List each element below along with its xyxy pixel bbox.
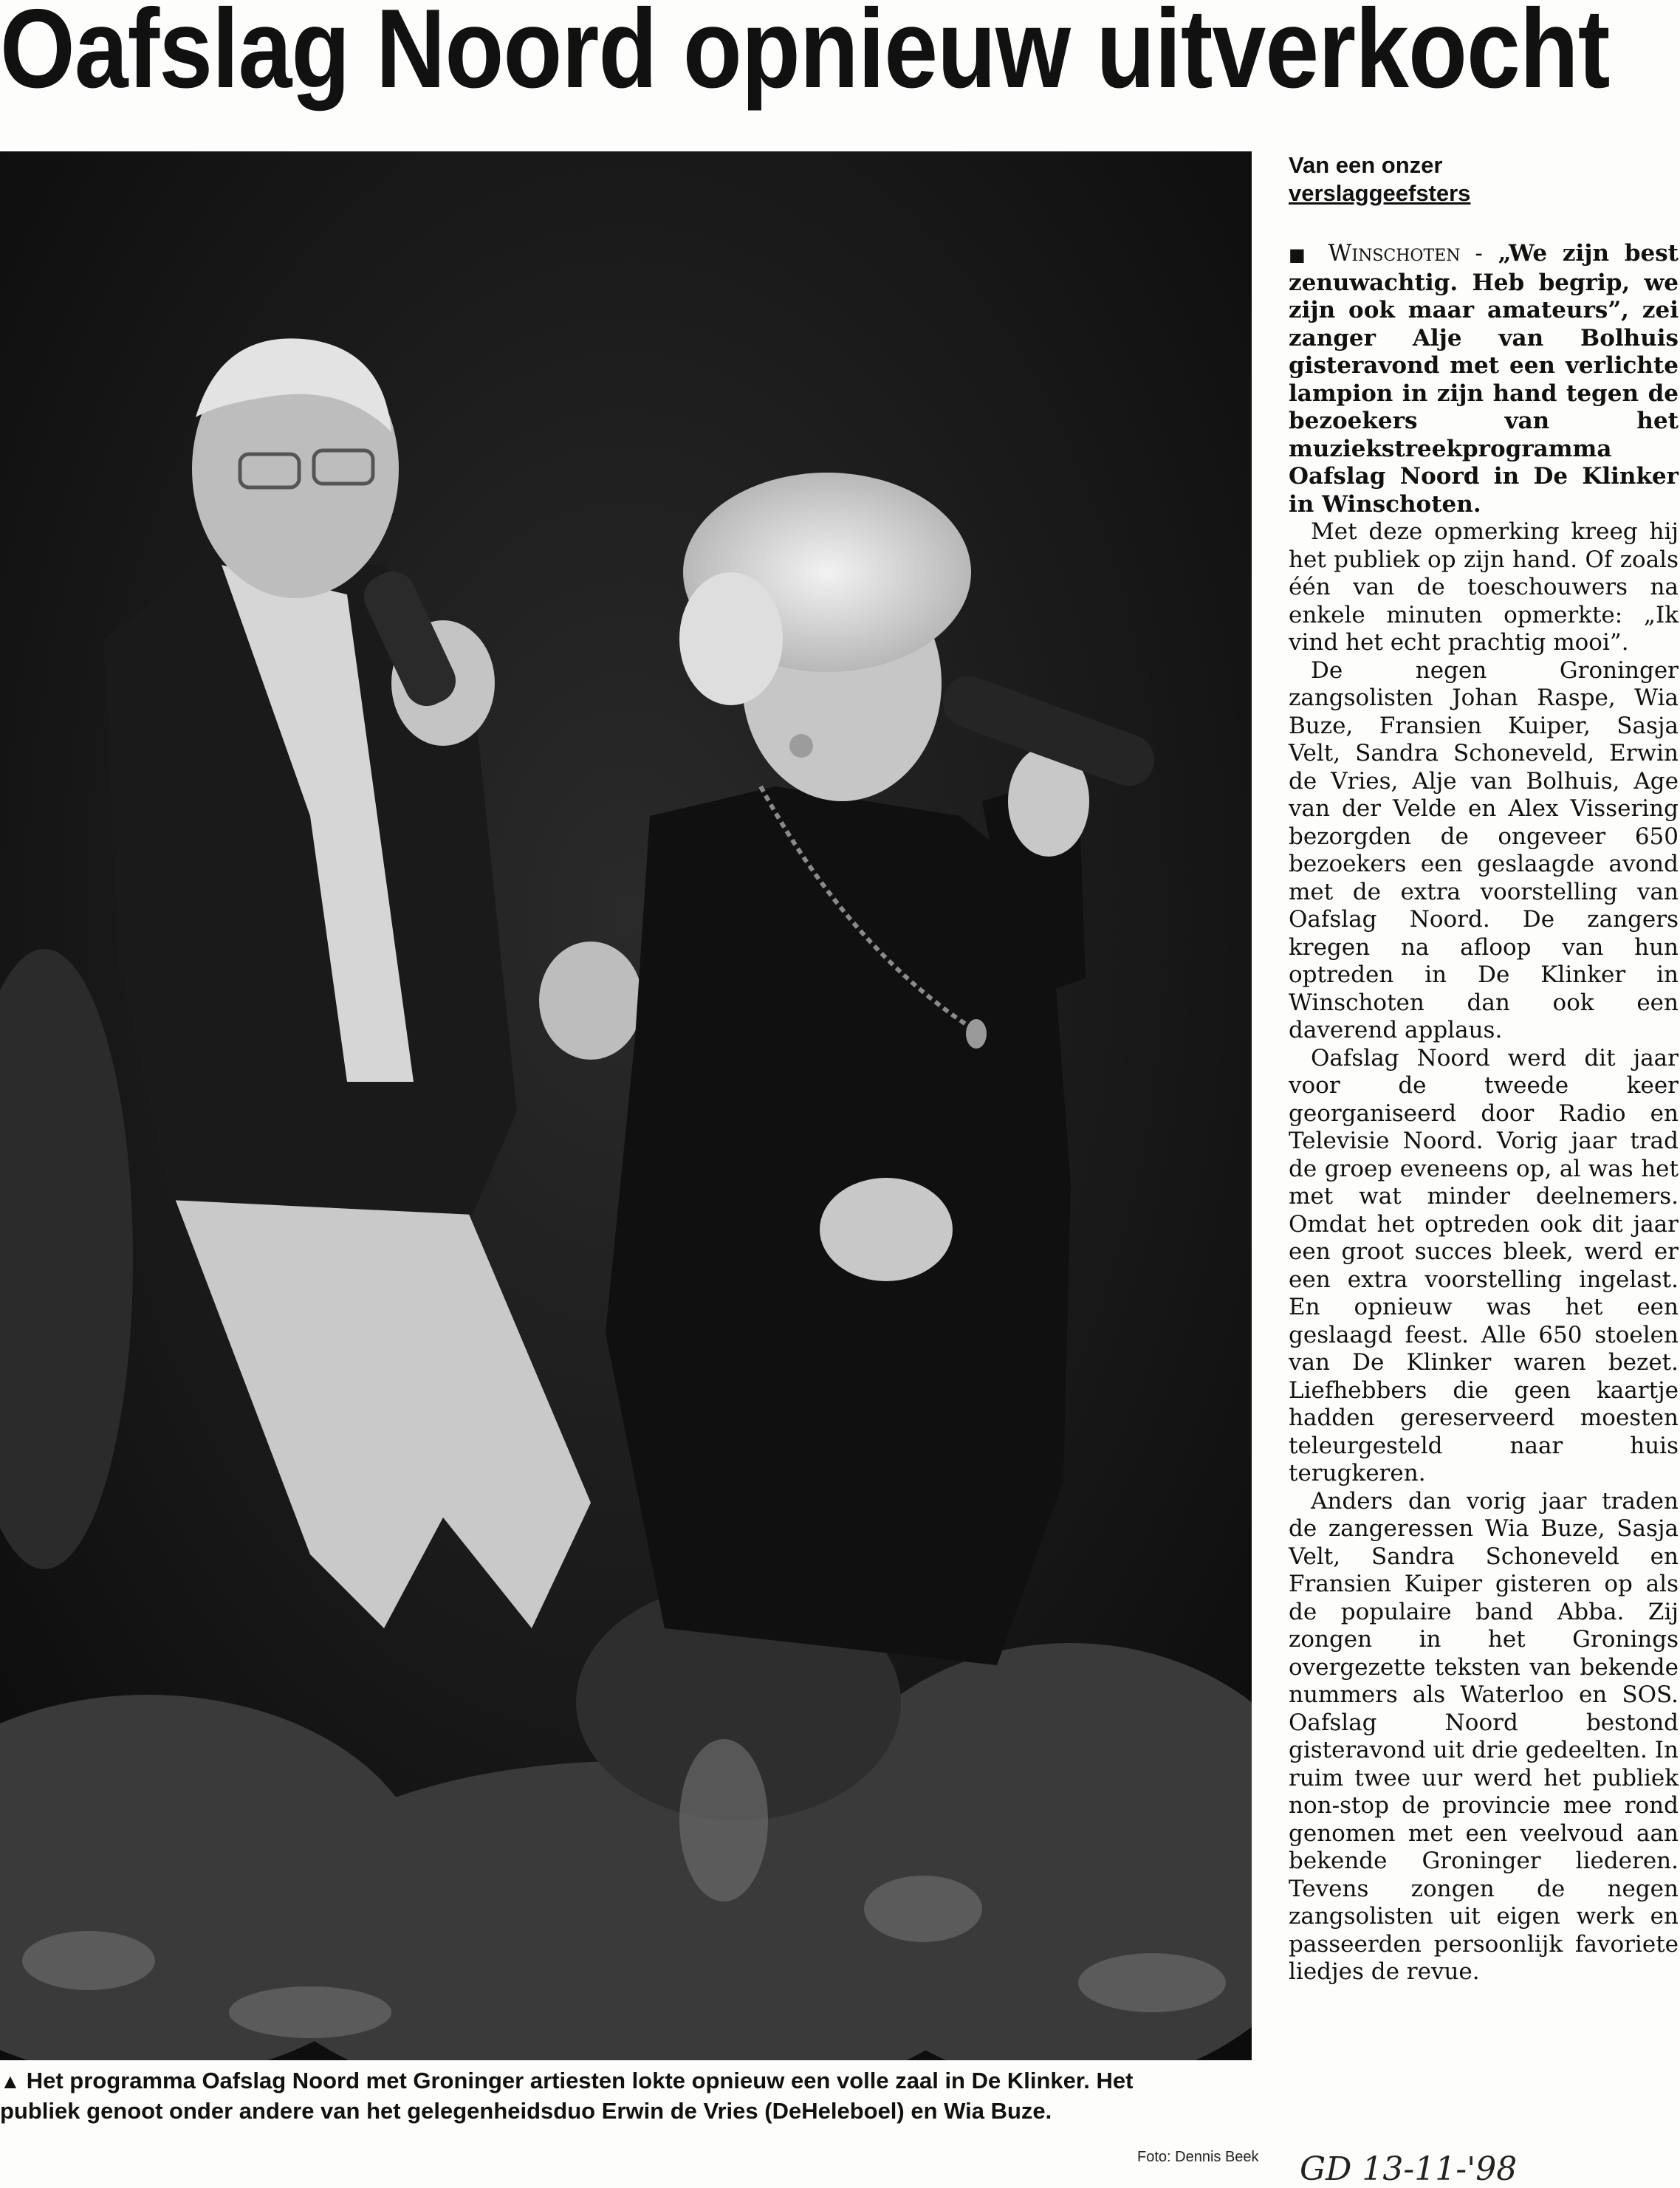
byline [1289, 151, 1673, 208]
article-paragraph: Anders dan vorig jaar traden de zangeressen Wia Buze, Sasja Velt, Sandra Schoneveld en Fransien Kuiper gisteren op als de populaire band Abba. Zij zongen in het Gronings overgezette teksten van bekende nummers als Waterloo en SOS. Oafslag Noord bestond gisteravond uit drie gedeelten. In ruim twee uur werd het publiek non-stop de provincie mee rond genomen met een veelvoud aan bekende Groninger liederen. Tevens zongen de negen zangsolisten uit eigen werk en passeerden persoonlijk favoriete liedjes de revue. [1289, 1487, 1679, 1985]
byline-line-1: Van een onzer [1289, 152, 1443, 178]
photo-caption [0, 2066, 1211, 2126]
handwritten-date-note: GD 13-11-'98 [1300, 2150, 1518, 2188]
lead-text: „We zijn best zenuwachtig. Heb begrip, we zijn ook maar amateurs”, zei zanger Alje van Bolhuis gisteravond met een verlichte lampion in zijn hand tegen de bezoekers van het muziekstreekprogramma Oafslag Noord in De Klinker in Winschoten. [1289, 240, 1679, 518]
article-paragraph: Met deze opmerking kreeg hij het publiek op zijn hand. Of zoals één van de toeschouwers na enkele minuten opmerkte: „Ik vind het echt prachtig mooi”. [1289, 518, 1679, 656]
article-body [1289, 240, 1679, 1986]
caption-text: Het programma Oafslag Noord met Groninger artiesten lokte opnieuw een volle zaal in De Klinker. Het publiek genoot onder andere van het gelegenheidsduo Erwin de Vries (DeHeleboel) en Wia Buze. [0, 2068, 1134, 2124]
article-lead [1289, 240, 1679, 518]
square-bullet-icon: ■ [1289, 244, 1313, 265]
article-paragraph: De negen Groninger zangsolisten Johan Raspe, Wia Buze, Fransien Kuiper, Sasja Velt, Sandra Schoneveld, Erwin de Vries, Alje van Bolhuis, Age van der Velde en Alex Vissering bezorgden de ongeveer 650 bezoekers een geslaagde avond met de extra voorstelling van Oafslag Noord. De zangers kregen na afloop van hun optreden in De Klinker in Winschoten dan ook een daverend applaus. [1289, 656, 1679, 1043]
photo-singers [0, 151, 1252, 2060]
caption-triangle-icon: ▲ [0, 2070, 21, 2093]
article-paragraph: Oafslag Noord werd dit jaar voor de tweede keer georganiseerd door Radio en Televisie Noord. Vorig jaar trad de groep eveneens op, al was het met wat minder deelnemers. Omdat het optreden ook dit jaar een groot succes bleek, werd er een extra voorstelling ingelast. En opnieuw was het een geslaagd feest. Alle 650 stoelen van De Klinker waren bezet. Liefhebbers die geen kaartje hadden gereserveerd moesten teleurgesteld naar huis terugkeren. [1289, 1044, 1679, 1486]
headline: Oafslag Noord opnieuw uitverkocht [0, 0, 1610, 112]
dateline: Winschoten - [1328, 240, 1483, 267]
photo-credit: Foto: Dennis Beek [1137, 2149, 1259, 2165]
byline-line-2: verslaggeefsters [1289, 180, 1471, 206]
